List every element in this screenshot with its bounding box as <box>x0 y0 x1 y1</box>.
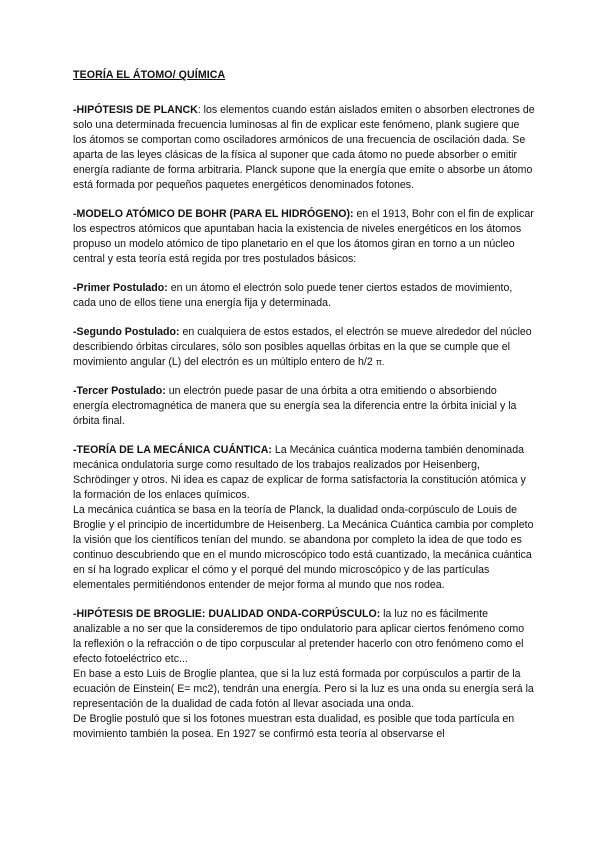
pi-symbol: π. <box>375 357 385 367</box>
paragraph-postulado-2 <box>73 325 535 370</box>
text-broglie-1: la luz no es fácilmente analizable a no ser que la consideremos de tipo ondulatorio para aplicar ciertos fenómeno como la reflexión o la refracción o de tipo corpuscular al pretender hacerlo con otro fenómeno como el efecto fotoeléctrico etc... <box>73 608 525 665</box>
text-bohr: en el 1913, Bohr con el fin de explicar los espectros atómicos que apuntaban hacia la existencia de niveles energéticos en los átomos propuso un modelo atómico de tipo planetario en el que los átomos giran en torno a un núcleo central y esta teoría está regida por tres postulados básicos: <box>73 208 534 265</box>
paragraph-mecanica-2: La mecánica cuántica se basa en la teoría de Planck, la dualidad onda-corpúsculo de Louis de Broglie y el principio de incertidumbre de Heisenberg. La Mecánica Cuántica cambia por completo la visión que los científicos tenían del mundo. se abandona por completo la idea de que todo es continuo descubriendo que en el mundo microscópico todo está cuantizado, la mecánica cuántica en sí ha logrado explicar el cómo y el porqué del mundo microscópico y de las partículas elementales permitiéndonos entender de mejor forma al mundo que nos rodea. <box>73 504 534 591</box>
paragraph-mecanica-1 <box>73 443 535 503</box>
text-mecanica-1: La Mecánica cuántica moderna también denominada mecánica ondulatoria surge como resultado de los trabajos realizados por Heisenberg, Schrödinger y otros. Ni idea es capaz de explicar de forma satisfactoria la constitución atómica y la formación de los enlaces químicos. <box>73 444 526 501</box>
paragraph-broglie-2: En base a esto Luis de Broglie plantea, que si la luz está formada por corpúsculos a partir de la ecuación de Einstein( E= mc2), tendrán una energía. Pero si la luz es una onda su energía será la representación de la dualidad de cada fotón al llevar asociada una onda. <box>73 668 534 710</box>
heading-planck: -HIPÓTESIS DE PLANCK <box>73 104 198 116</box>
paragraph-planck <box>73 103 535 193</box>
paragraph-broglie-3: De Broglie postuló que si los fotones muestran esta dualidad, es posible que toda partícula en movimiento también la posea. En 1927 se confirmó esta teoría al observarse el <box>73 713 515 740</box>
heading-postulado-1: -Primer Postulado: <box>73 282 168 294</box>
document-title: TEORÍA EL ÁTOMO/ QUÍMICA <box>73 69 226 81</box>
paragraph-bohr <box>73 207 535 267</box>
text-postulado-2: en cualquiera de estos estados, el electrón se mueve alrededor del núcleo describiendo órbitas circulares, sólo son posibles aquellas órbitas en la que se cumple que el movimiento angular (L) del electrón es un múltiplo entero de h/2 <box>73 326 532 368</box>
text-postulado-3: un electrón puede pasar de una órbita a otra emitiendo o absorbiendo energía electromagnética de manera que su energía sea la diferencia entre la órbita inicial y la órbita final. <box>73 385 517 427</box>
heading-postulado-2: -Segundo Postulado: <box>73 326 180 338</box>
heading-bohr: -MODELO ATÓMICO DE BOHR (PARA EL HIDRÓGENO): <box>73 208 354 220</box>
heading-mecanica: -TEORÍA DE LA MECÁNICA CUÁNTICA: <box>73 444 272 456</box>
text-planck: : los elementos cuando están aislados emiten o absorben electrones de solo una determinada frecuencia luminosas al fin de explicar este fenómeno, plank sugiere que los átomos se comportan como osciladores armónicos de una frecuencia de oscilación dada. Se aparta de las leyes clásicas de la física al suponer que cada átomo no puede absorber o emitir energía radiante de forma arbitraria. Planck supone que la energía que emite o absorbe un átomo está formada por pequeños paquetes energéticos denominados fotones. <box>73 104 535 191</box>
paragraph-postulado-1 <box>73 281 535 311</box>
text-postulado-1: en un átomo el electrón solo puede tener ciertos estados de movimiento, cada uno de ellos tiene una energía fija y determinada. <box>73 282 513 309</box>
heading-postulado-3: -Tercer Postulado: <box>73 385 166 397</box>
document-body <box>73 68 535 742</box>
heading-broglie: -HIPÓTESIS DE BROGLIE: DUALIDAD ONDA-CORPÚSCULO: <box>73 608 381 620</box>
paragraph-broglie-1 <box>73 607 535 667</box>
paragraph-postulado-3 <box>73 384 535 429</box>
